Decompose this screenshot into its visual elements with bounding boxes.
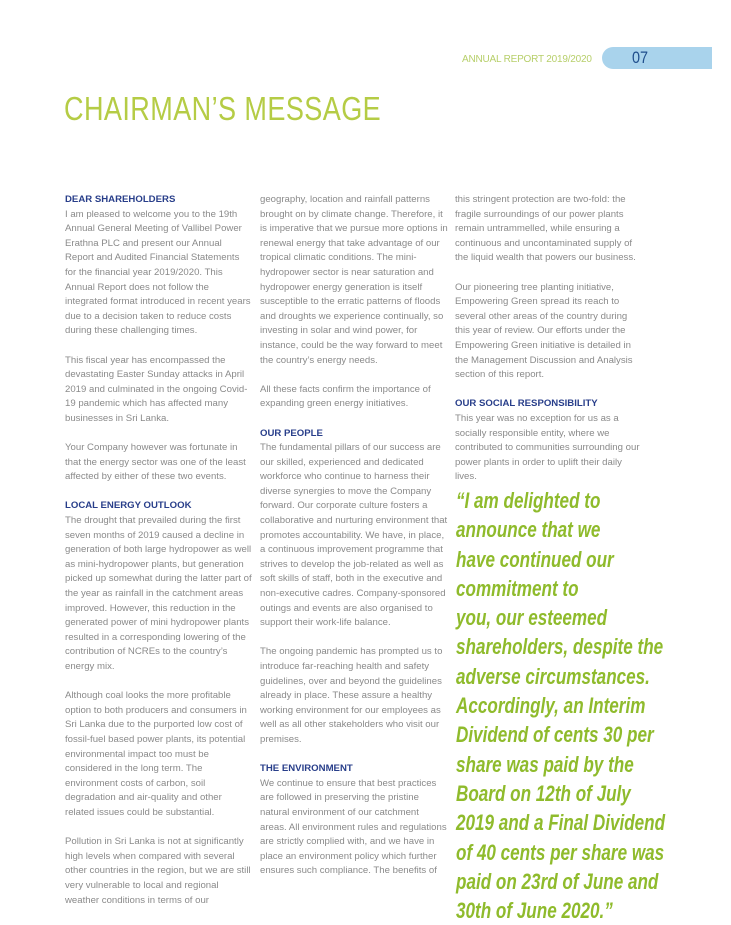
paragraph: this stringent protection are two-fold: the fragile surroundings of our power plants remain untrammelled, while ensuring a continuous and uncontaminated supply of the liquid wealth that powers our business.	[455, 194, 636, 264]
quote-line: commitment to	[456, 575, 579, 601]
page-number: 07	[632, 48, 649, 67]
section-heading: OUR SOCIAL RESPONSIBILITY	[455, 398, 598, 410]
quote-line: you, our esteemed	[456, 605, 608, 631]
column-1	[65, 193, 253, 923]
paragraph: Your Company however was fortunate in that the energy sector was one of the least affected by either of these two events.	[65, 442, 246, 483]
quote-line: Board on 12th of July	[456, 780, 631, 806]
paragraph: The ongoing pandemic has prompted us to introduce far-reaching health and safety guidelines, over and beyond the guidelines already in place. These assure a healthy working environment for our employees as well as all other stakeholders who visit our premises.	[260, 646, 443, 745]
paragraph: Although coal looks the more profitable option to both producers and consumers in Sri Lanka due to the purported low cost of fossil-fuel based power plants, its potential environmental impact too must be considered in the long term. The environment costs of carbon, soil degradation and air-quality and other related issues could be substantial.	[65, 690, 247, 818]
pull-quote	[456, 486, 731, 925]
page-title: CHAIRMAN’S MESSAGE	[64, 90, 382, 127]
page-number-tab	[602, 47, 712, 69]
column-2	[260, 193, 448, 894]
paragraph: I am pleased to welcome you to the 19th Annual General Meeting of Vallibel Power Erathna PLC and present our Annual Report and Audited Financial Statements for the financial year 2019/2020. This Annual Report does not follow the integrated format introduced in recent years due to a decision taken to reduce costs during these challenging times.	[65, 208, 251, 337]
paragraph: We continue to ensure that best practices are followed in preserving the pristine natural environment of our catchment areas. All environment rules and regulations are strictly complied with, and we have in place an environment policy which further ensures such compliance. The benefits of	[260, 777, 447, 877]
quote-line: Accordingly, an Interim	[456, 693, 646, 719]
section-heading: THE ENVIRONMENT	[260, 763, 353, 775]
quote-line: of 40 cents per share was	[456, 839, 665, 865]
paragraph: All these facts confirm the importance of expanding green energy initiatives.	[260, 383, 431, 410]
quote-line: have continued our	[456, 546, 614, 572]
running-header: ANNUAL REPORT 2019/2020	[462, 54, 592, 65]
paragraph: The drought that prevailed during the first seven months of 2019 caused a decline in generation of both large hydropower as well as mini-hydropower plants, but generation picked up somewhat during the latter part of the year as rainfall in the catchment areas improved. However, this reduction in the generated power of mini hydropower plants resulted in a corresponding lowering of the contribution of NCREs to the country’s energy mix.	[65, 515, 252, 672]
quote-line: 2019 and a Final Dividend	[456, 810, 666, 836]
paragraph: The fundamental pillars of our success are our skilled, experienced and dedicated workforce who continue to harness their diverse synergies to move the Company forward. Our corporate culture fosters a collaborative and nurturing environment that promotes accountability. We have, in place, a continuous improvement programme that strives to develop the job-related as well as soft skills of staff, both in the executive and non-executive cadres. Company-sponsored outings and events are also organised to support their work-life balance.	[260, 442, 448, 629]
paragraph: Pollution in Sri Lanka is not at significantly high levels when compared with several other countries in the region, but we are still very vulnerable to local and regional weather conditions in terms of our	[65, 836, 251, 906]
quote-line: share was paid by the	[456, 751, 634, 777]
section-heading: OUR PEOPLE	[260, 427, 323, 439]
quote-line: Dividend of cents 30 per	[456, 722, 654, 748]
quote-line: “I am delighted to	[456, 488, 601, 513]
paragraph: geography, location and rainfall patterns brought on by climate change. Therefore, it is imperative that we pursue more options in renewal energy that take advantage of our tropical climatic conditions. The mini-hydropower sector is near saturation and hydropower energy generation is itself susceptible to the erratic patterns of floods and droughts we experience continually, so investing in solar and wind power, for instance, could be the way forward to meet the country’s energy needs.	[260, 194, 448, 366]
paragraph: This year was no exception for us as a socially responsible entity, where we contributed to communities surrounding our power plants in order to uplift their daily lives.	[455, 412, 640, 483]
paragraph: This fiscal year has encompassed the devastating Easter Sunday attacks in April 2019 and culminated in the ongoing Covid-19 pandemic which has affected many businesses in Sri Lanka.	[65, 354, 248, 424]
quote-line: adverse circumstances.	[456, 663, 650, 689]
section-heading: LOCAL ENERGY OUTLOOK	[65, 500, 192, 512]
quote-line: announce that we	[456, 517, 601, 543]
quote-line: paid on 23rd of June and	[456, 868, 659, 894]
quote-line: shareholders, despite the	[456, 634, 664, 660]
column-3	[455, 193, 643, 499]
paragraph: Our pioneering tree planting initiative, Empowering Green spread its reach to several other areas of the country during this year of review. Our efforts under the Empowering Green initiative is detailed in the Management Discussion and Analysis section of this report.	[455, 281, 633, 381]
quote-line: 30th of June 2020.”	[456, 898, 613, 924]
section-heading: DEAR SHAREHOLDERS	[65, 194, 176, 205]
